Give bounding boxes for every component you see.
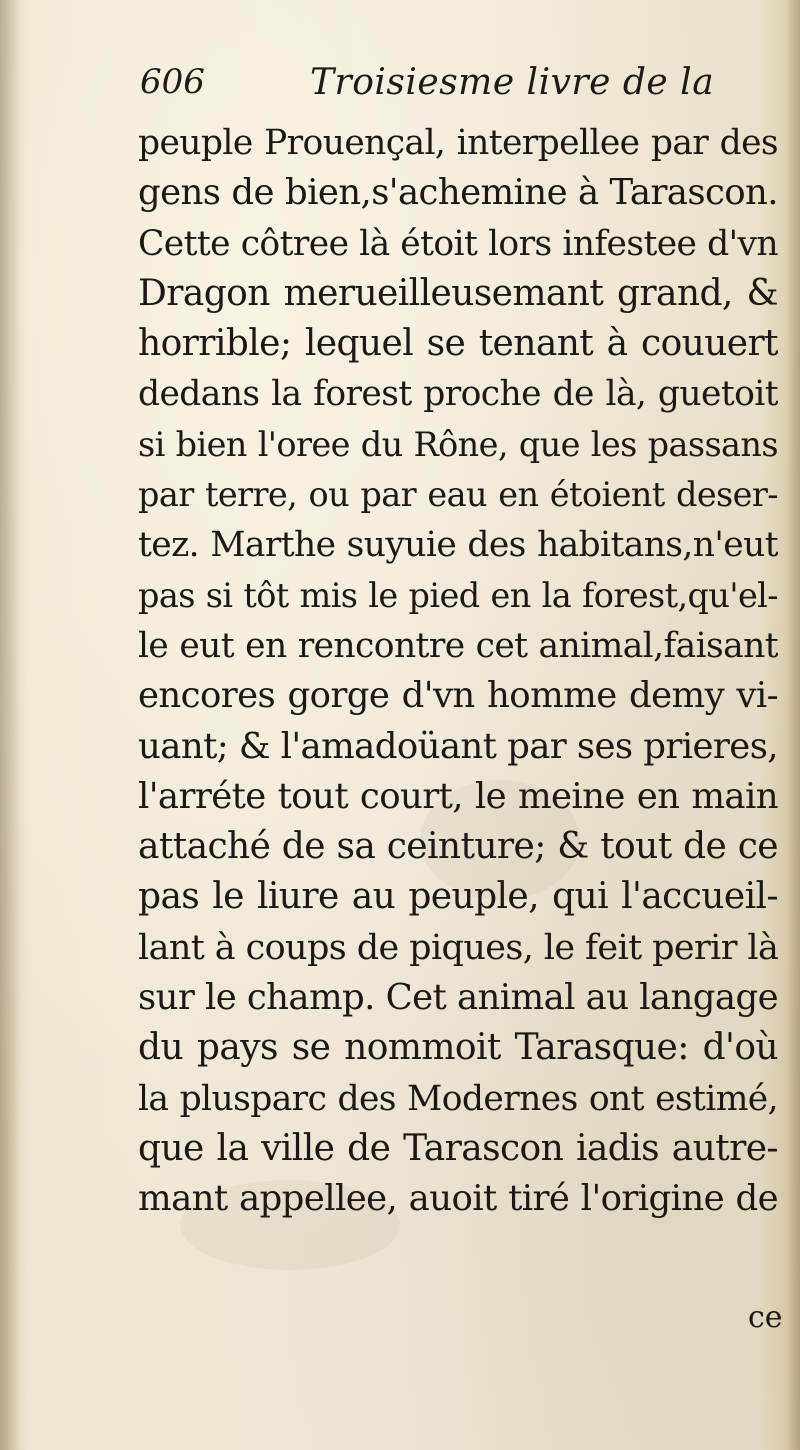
text-line: sur le champ. Cet animal au langage (138, 977, 778, 1019)
text-line: pas si tôt mis le pied en la forest,qu'el- (138, 575, 778, 615)
text-line: pas le liure au peuple, qui l'accueil- (138, 876, 778, 918)
text-line: du pays se nommoit Tarasque: d'où (138, 1027, 778, 1069)
running-title: Troisiesme livre de la (310, 62, 715, 103)
text-line: l'arréte tout court, le meine en main (138, 775, 778, 817)
text-line: gens de bien,s'achemine à Tarascon. (138, 172, 778, 214)
text-line: lant à coups de piques, le feit perir là (138, 927, 778, 968)
text-line: encores gorge d'vn homme demy vi- (138, 675, 778, 717)
text-line: uant; & l'amadoüant par ses prieres, (138, 725, 778, 767)
text-line: Cette côtree là étoit lors infestee d'vn (138, 223, 778, 264)
text-line: attaché de sa ceinture; & tout de ce (138, 826, 778, 868)
text-line: par terre, ou par eau en étoient deser- (138, 475, 778, 515)
page-header (140, 62, 760, 112)
text-line: si bien l'oree du Rône, que les passans (138, 424, 778, 464)
text-line: Dragon merueilleusemant grand, & (138, 272, 778, 314)
gutter-shadow (0, 0, 22, 1450)
text-line: dedans la forest proche de là, guetoit (138, 374, 778, 415)
text-line: mant appellee, auoit tiré l'origine de (138, 1178, 778, 1220)
catchword: ce (748, 1300, 783, 1335)
body-text (138, 118, 778, 1225)
text-line: que la ville de Tarascon iadis autre- (138, 1127, 778, 1169)
text-line: la plusparc des Modernes ont estimé, (138, 1078, 778, 1119)
page-number: 606 (140, 62, 205, 102)
text-line: peuple Prouençal, interpellee par des (138, 123, 778, 163)
text-line: tez. Marthe suyuie des habitans,n'eut (138, 525, 778, 566)
text-line: le eut en rencontre cet animal,faisant (138, 625, 778, 666)
text-line: horrible; lequel se tenant à couuert (138, 323, 778, 365)
page-edge-shadow (786, 0, 800, 1450)
